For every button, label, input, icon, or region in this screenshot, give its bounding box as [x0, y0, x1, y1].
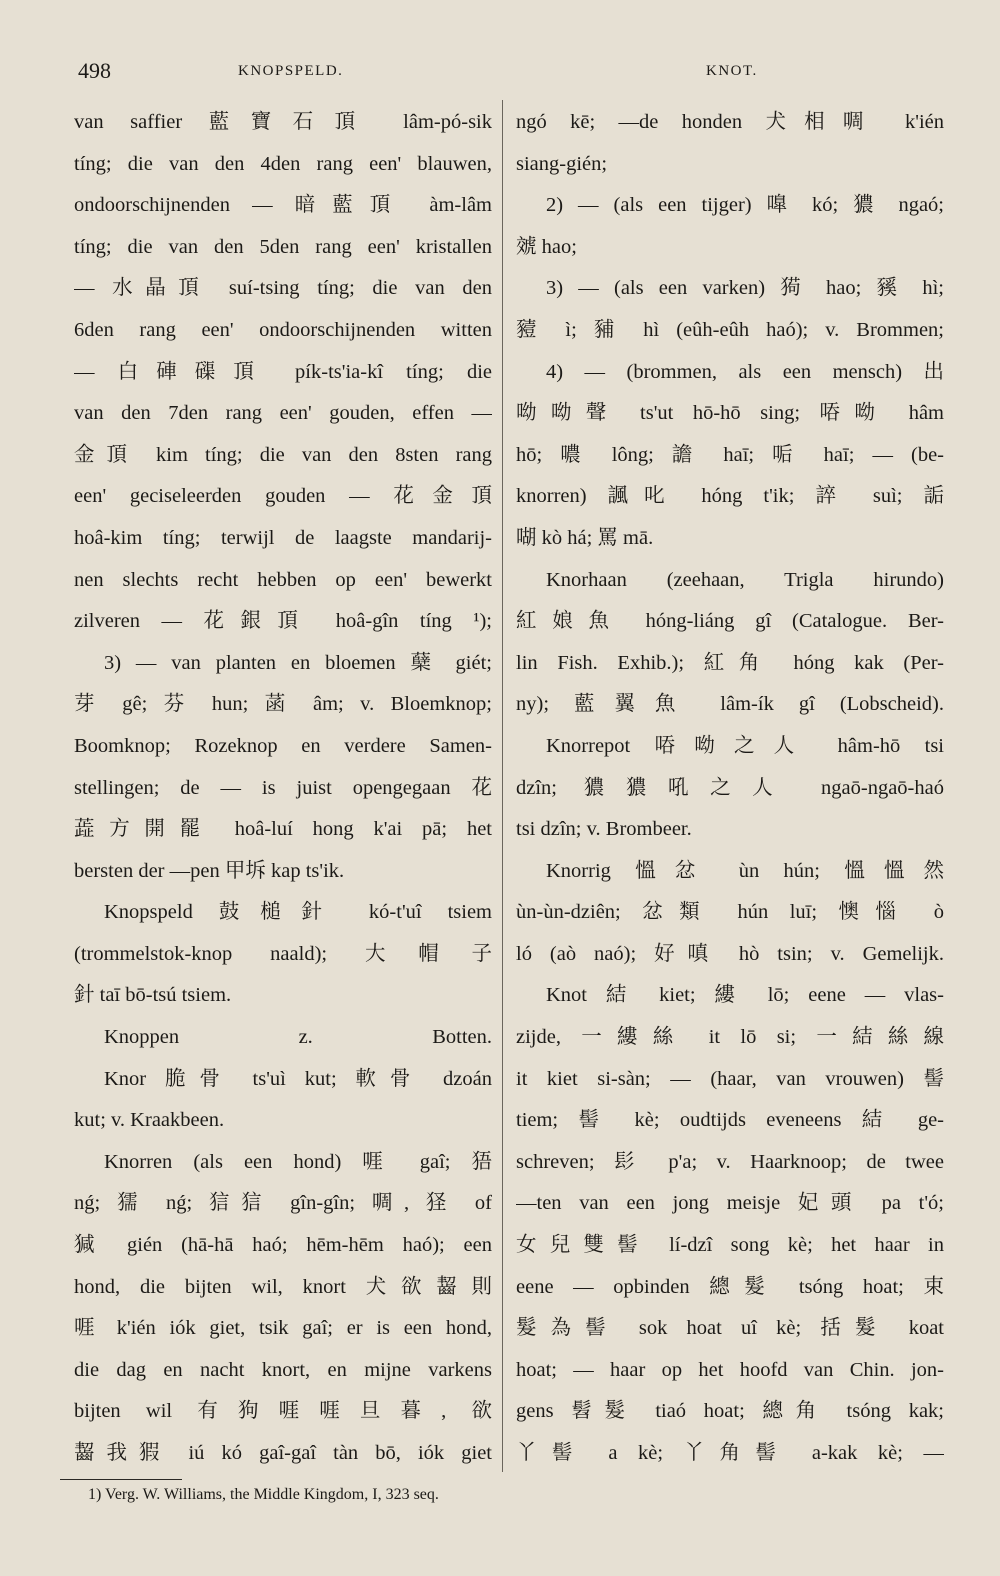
left-column-line: Knorren (als een hond) 啀 gaî; 㹳 [104, 1150, 492, 1173]
left-column-line: ondoorschijnenden — 暗藍頂 àm-lâm [74, 194, 492, 217]
right-column-line: —ten van een jong meisje 妃頭 pa t'ó; [516, 1192, 944, 1215]
right-column-line: 丫髻 a kè; 丫角髻 a-kak kè; — [516, 1442, 944, 1464]
left-column-line: 蕋方開罷 hoâ-luí hong k'ai pā; het [74, 818, 492, 841]
left-column-line: tíng; die van den 4den rang een' blauwen, [74, 152, 492, 175]
right-column-line: 豷 ì; 豧 hì (eûh-eûh haó); v. Brommen; [516, 318, 944, 341]
footnote-rule [60, 1479, 182, 1480]
right-column-line: dzîn; 㺜㺜吼之人 ngaō-ngaō-haó [516, 776, 944, 799]
right-column-line: tiem; 髻 kè; oudtijds eveneens 結 ge- [516, 1109, 944, 1132]
left-column-line: een' geciseleerden gouden — 花金頂 [74, 485, 492, 508]
right-column-line: ngó kē; —de honden 犬相啁 k'ién [516, 111, 944, 133]
column-divider [502, 100, 503, 1472]
left-column-line: hoâ-kim tíng; terwijl de laagste mandarij- [74, 526, 492, 549]
left-column-line: van saffier 藍寶石頂 lâm-pó-sik [74, 111, 492, 133]
left-column-line: nǵ; 獳 nǵ; 狺狺 gîn-gîn; 啁, 㹩 of [74, 1192, 492, 1215]
left-column-line: 6den rang een' ondoorschijnenden witten [74, 318, 492, 341]
right-column-line: hoat; — haar op het hoofd van Chin. jon- [516, 1358, 944, 1381]
right-column-line: it kiet si-sàn; — (haar, van vrouwen) 髻 [516, 1067, 944, 1090]
right-column-line: 㗅 kò há; 罵 mā. [516, 526, 654, 549]
right-column-line: 女兒雙髻 lí-dzî song kè; het haar in [516, 1234, 944, 1257]
right-column-line: Knorhaan (zeehaan, Trigla hirundo) [546, 568, 944, 591]
right-column-line: 虠 hao; [516, 235, 577, 258]
right-column-line: 4) — (brommen, als een mensch) 出 [546, 360, 944, 383]
left-column-line: 針 taī bō-tsú tsiem. [74, 984, 232, 1007]
right-column-line: 髮為髻 sok hoat uî kè; 括髮 koat [516, 1317, 944, 1340]
left-column-line: — 水晶頂 suí-tsing tíng; die van den [74, 277, 492, 300]
right-column-line: zijde, 一縷絲 it lō si; 一結絲線 [516, 1026, 944, 1049]
left-column-line: 金頂 kim tíng; die van den 8sten rang [74, 443, 492, 466]
right-column-line: gens 髫髮 tiaó hoat; 總角 tsóng kak; [516, 1400, 944, 1423]
right-column-line: tsi dzîn; v. Brombeer. [516, 818, 692, 841]
left-column-line: 芽 gê; 芬 hun; 菡 âm; v. Bloemknop; [74, 693, 492, 716]
left-column-line: stellingen; de — is juist opengegaan 花 [74, 776, 492, 799]
left-column [74, 102, 492, 1475]
left-column-line: Boomknop; Rozeknop en verdere Samen- [74, 734, 492, 757]
left-column-line: kut; v. Kraakbeen. [74, 1109, 225, 1132]
left-column-line: die dag en nacht knort, en mijne varkens [74, 1358, 492, 1381]
left-column-line: Knopspeld 鼓槌針 kó-t'uî tsiem [104, 901, 492, 924]
right-column-line: ùn-ùn-dziên; 忿類 hún luī; 懊惱 ò [516, 901, 944, 924]
left-column-line: hond, die bijten wil, knort 犬欲齧則 [74, 1275, 492, 1298]
running-head-right: KNOT. [706, 63, 758, 79]
running-head-left: KNOPSPELD. [238, 63, 344, 79]
left-column-line: 齧我猳 iú kó gaî-gaî tàn bō, iók giet [74, 1442, 492, 1464]
left-column-line: nen slechts recht hebben op een' bewerkt [74, 568, 492, 591]
right-column-line: ló (aò naó); 好嗔 hò tsin; v. Gemelijk. [516, 942, 944, 965]
right-column-line: eene — opbinden 總髮 tsóng hoat; 束 [516, 1275, 944, 1298]
right-column-line: Knorrig 慍忿 ùn hún; 慍慍然 [546, 859, 944, 882]
left-column-line: 啀 k'ién iók giet, tsik gaî; er is een hond, [74, 1317, 492, 1340]
left-column-line: bijten wil 有狗啀啀旦暮, 欲 [74, 1400, 492, 1423]
right-column-line: 紅娘魚 hóng-liáng gî (Catalogue. Ber- [516, 610, 944, 633]
right-column-line: Knot 結 kiet; 縷 lō; eene — vlas- [546, 984, 944, 1007]
left-column-line: 3) — van planten en bloemen 蘖 giét; [104, 651, 492, 674]
right-column-line: schreven; 髟 p'a; v. Haarknoop; de twee [516, 1150, 944, 1173]
footnote: 1) Verg. W. Williams, the Middle Kingdom, I, 323 seq. [88, 1486, 439, 1503]
page-header [72, 58, 944, 88]
right-column-line: 呦呦聲 ts'ut hō-hō sing; 㖔呦 hâm [516, 402, 944, 425]
right-column-line: siang-gién; [516, 152, 608, 175]
left-column-line: — 白硨磲頂 pík-ts'ia-kî tíng; die [74, 360, 492, 383]
page-number: 498 [78, 58, 111, 83]
right-column-line: ny); 藍翼魚 lâm-ík gî (Lobscheid). [516, 693, 944, 716]
left-column-line: bersten der —pen 甲坼 kap ts'ik. [74, 859, 345, 882]
right-column-line: Knorrepot 㖔呦之人 hâm-hō tsi [546, 734, 944, 757]
right-column-line: 2) — (als een tijger) 嘷 kó; 㺜 ngaó; [546, 194, 944, 217]
right-column [516, 102, 944, 1475]
left-column-line: Knoppen z. Botten. [104, 1026, 492, 1049]
left-column-line: (trommelstok-knop naald); 大帽子 [74, 942, 492, 965]
left-column-line: 㺂 gién (hā-hā haó; hēm-hēm haó); een [74, 1234, 492, 1257]
right-column-line: 3) — (als een varken) 㺃 hao; 豯 hì; [546, 277, 944, 300]
left-column-line: Knor 脆骨 ts'uì kut; 軟骨 dzoán [104, 1067, 492, 1090]
right-column-line: lin Fish. Exhib.); 紅角 hóng kak (Per- [516, 651, 944, 674]
left-column-line: zilveren — 花銀頂 hoâ-gîn tíng ¹); [74, 610, 492, 633]
left-column-line: van den 7den rang een' gouden, effen — [74, 402, 492, 425]
right-column-line: knorren) 諷叱 hóng t'ik; 誶 suì; 詬 [516, 485, 944, 508]
left-column-line: tíng; die van den 5den rang een' kristallen [74, 235, 492, 258]
right-column-line: hō; 噥 lông; 譫 haī; 㖃 haī; — (be- [516, 443, 944, 466]
